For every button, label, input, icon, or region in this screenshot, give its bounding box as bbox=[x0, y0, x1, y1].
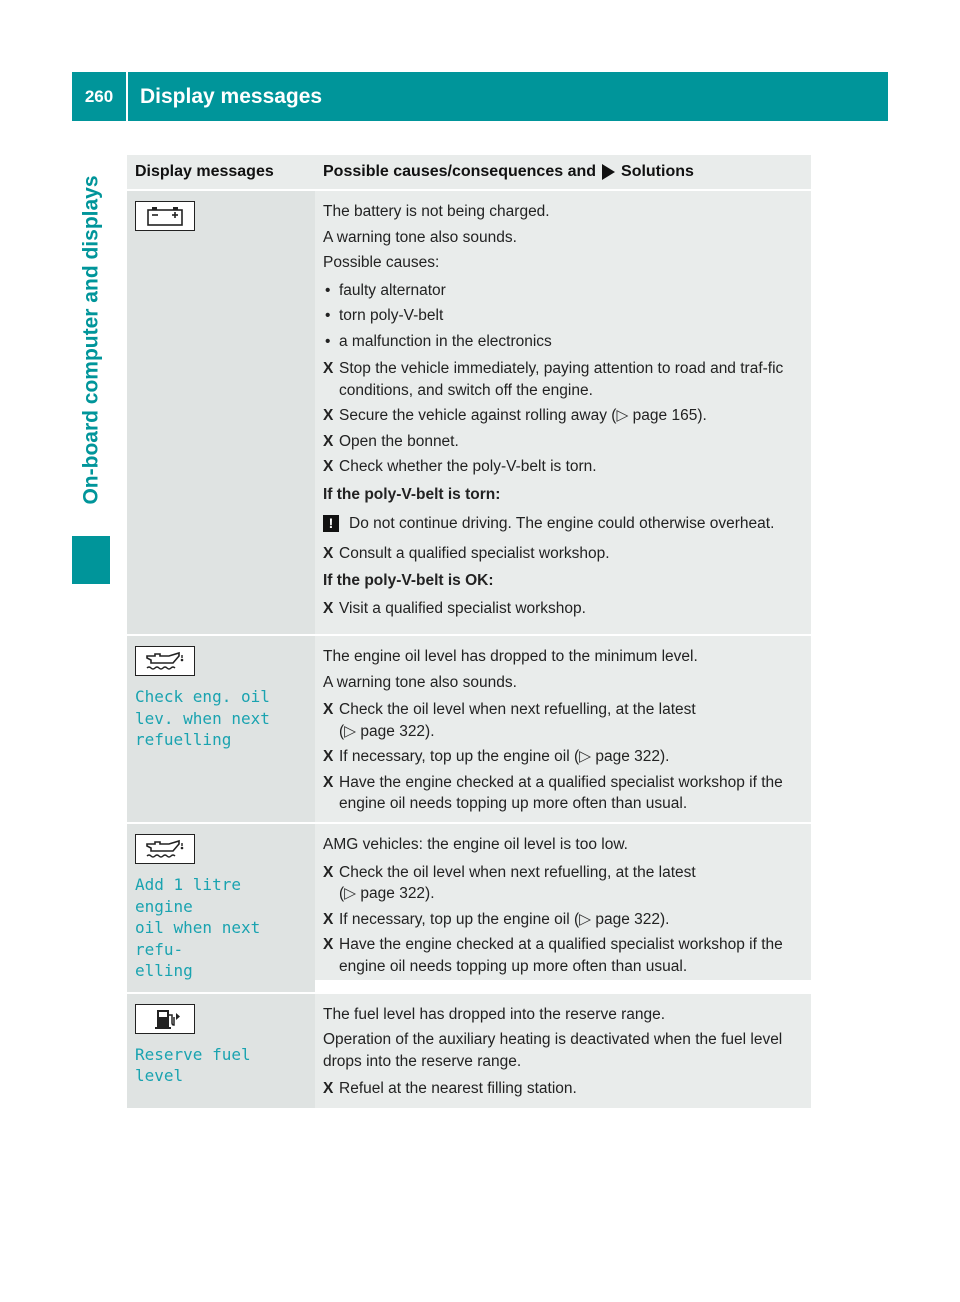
step-item bbox=[323, 405, 805, 427]
side-section-label-text: On-board computer and displays bbox=[80, 175, 103, 505]
step-text: Check the oil level when next refuelling, at the latest bbox=[339, 863, 696, 881]
step-text: Refuel at the nearest filling station. bbox=[339, 1080, 577, 1097]
display-cell bbox=[127, 636, 315, 822]
header-divider bbox=[126, 72, 128, 121]
warning-text: Do not continue driving. The engine could otherwise overheat. bbox=[349, 515, 775, 532]
page-ref-text: page 322). bbox=[360, 722, 435, 740]
step-item: X Check the oil level when next refuelling, at the latest (▷ page 322). bbox=[323, 863, 696, 902]
condition-heading: If the poly-V-belt is torn: bbox=[323, 485, 501, 503]
warning-note bbox=[323, 513, 805, 535]
step-marker-icon: X bbox=[323, 458, 334, 475]
display-message-text: Add 1 litre engine oil when next refu‐ elling bbox=[135, 875, 261, 980]
bullet-item: • torn poly-V-belt bbox=[323, 305, 805, 327]
cause-text: The engine oil level has dropped to the minimum level. bbox=[323, 648, 698, 665]
side-section-marker bbox=[72, 536, 110, 584]
step-item bbox=[323, 598, 805, 620]
warning-icon: ! bbox=[323, 515, 339, 532]
page-ref-icon: ▷ bbox=[344, 885, 357, 902]
column-header-causes bbox=[315, 155, 811, 189]
arrow-right-icon bbox=[602, 164, 615, 180]
column-header-display-messages: Display messages bbox=[135, 163, 274, 180]
step-item bbox=[323, 1078, 805, 1100]
table-row bbox=[127, 636, 811, 824]
solution-cell bbox=[315, 824, 811, 980]
page-ref-icon: ▷ bbox=[344, 722, 357, 740]
solution-cell bbox=[315, 636, 811, 822]
display-cell bbox=[127, 994, 315, 1108]
step-marker-icon: X bbox=[323, 748, 334, 765]
display-message-text: Reserve fuel level bbox=[135, 1044, 251, 1085]
page-ref-text: page 322). bbox=[595, 910, 670, 928]
side-section-label bbox=[72, 150, 112, 530]
step-item bbox=[323, 772, 805, 815]
cause-text: A warning tone also sounds. bbox=[323, 673, 517, 691]
cause-text: A warning tone also sounds. bbox=[323, 228, 517, 246]
step-text: Stop the vehicle immediately, paying attention to road and traf-fic conditions, and switch off the engine. bbox=[339, 360, 784, 399]
cause-text: Possible causes: bbox=[323, 254, 440, 271]
page-number: 260 bbox=[84, 86, 114, 106]
step-item bbox=[323, 456, 805, 478]
page-ref-text: page 322). bbox=[595, 748, 670, 765]
step-text: If necessary, top up the engine oil ( bbox=[339, 748, 580, 765]
step-text: Check whether the poly-V-belt is torn. bbox=[339, 458, 597, 475]
step-item bbox=[323, 358, 805, 401]
bullet-item: • a malfunction in the electronics bbox=[323, 331, 805, 353]
step-text: Secure the vehicle against rolling away ( bbox=[339, 407, 617, 424]
cause-text: The battery is not being charged. bbox=[323, 203, 550, 220]
step-item bbox=[323, 543, 805, 565]
cause-text: AMG vehicles: the engine oil level is too low. bbox=[323, 836, 628, 853]
column-header-causes-text: Possible causes/consequences and bbox=[323, 163, 597, 180]
table-row bbox=[127, 824, 811, 994]
step-text: Visit a qualified specialist workshop. bbox=[339, 599, 586, 617]
page-ref-icon: ▷ bbox=[579, 748, 592, 765]
display-messages-table bbox=[127, 155, 811, 1110]
step-marker-icon: X bbox=[323, 1080, 334, 1097]
step-item bbox=[323, 746, 805, 768]
bullet-item: • faulty alternator bbox=[323, 280, 805, 302]
step-text: Consult a qualified specialist workshop. bbox=[339, 544, 610, 562]
step-marker-icon: X bbox=[323, 360, 334, 377]
step-item: X Check the oil level when next refuelling, at the latest (▷ page 322). bbox=[323, 701, 696, 740]
column-header-solutions-text: Solutions bbox=[621, 163, 694, 180]
oil-can-icon bbox=[135, 646, 195, 676]
page-ref-icon: ▷ bbox=[616, 407, 629, 424]
page-title: Display messages bbox=[140, 84, 323, 108]
condition-heading: If the poly-V-belt is OK: bbox=[323, 572, 494, 589]
step-marker-icon: X bbox=[323, 407, 334, 424]
page-ref-text: page 322). bbox=[360, 885, 435, 902]
display-cell bbox=[127, 824, 315, 992]
table-header bbox=[127, 155, 811, 191]
step-marker-icon: X bbox=[323, 544, 334, 562]
page-ref-text: page 165). bbox=[632, 407, 707, 424]
step-item bbox=[323, 431, 805, 453]
step-marker-icon: X bbox=[323, 599, 334, 617]
page-ref-icon: ▷ bbox=[579, 910, 592, 928]
cause-text: Operation of the auxiliary heating is deactivated when the fuel level drops into the reserve range. bbox=[323, 1031, 783, 1070]
step-marker-icon: X bbox=[323, 863, 334, 881]
step-text: Have the engine checked at a qualified specialist workshop if the engine oil needs topping up more often than usual. bbox=[339, 936, 783, 975]
step-text: Have the engine checked at a qualified specialist workshop if the engine oil needs topping up more often than usual. bbox=[339, 773, 783, 812]
step-item bbox=[323, 909, 805, 931]
battery-icon bbox=[135, 201, 195, 231]
step-text: If necessary, top up the engine oil ( bbox=[339, 910, 580, 928]
step-item bbox=[323, 934, 805, 977]
display-cell bbox=[127, 191, 315, 634]
step-marker-icon: X bbox=[323, 701, 334, 718]
step-text: Open the bonnet. bbox=[339, 432, 459, 450]
oil-can-icon bbox=[135, 834, 195, 864]
solution-cell bbox=[315, 191, 811, 634]
step-marker-icon: X bbox=[323, 432, 334, 450]
cause-text: The fuel level has dropped into the reserve range. bbox=[323, 1005, 666, 1023]
display-message-text: Check eng. oil lev. when next refuelling bbox=[135, 687, 270, 749]
fuel-pump-icon bbox=[135, 1004, 195, 1034]
step-marker-icon: X bbox=[323, 936, 334, 953]
solution-cell bbox=[315, 994, 811, 1108]
step-marker-icon: X bbox=[323, 910, 334, 928]
step-marker-icon: X bbox=[323, 773, 334, 791]
table-row bbox=[127, 191, 811, 636]
table-row bbox=[127, 994, 811, 1110]
step-text: Check the oil level when next refuelling, at the latest bbox=[339, 701, 696, 718]
